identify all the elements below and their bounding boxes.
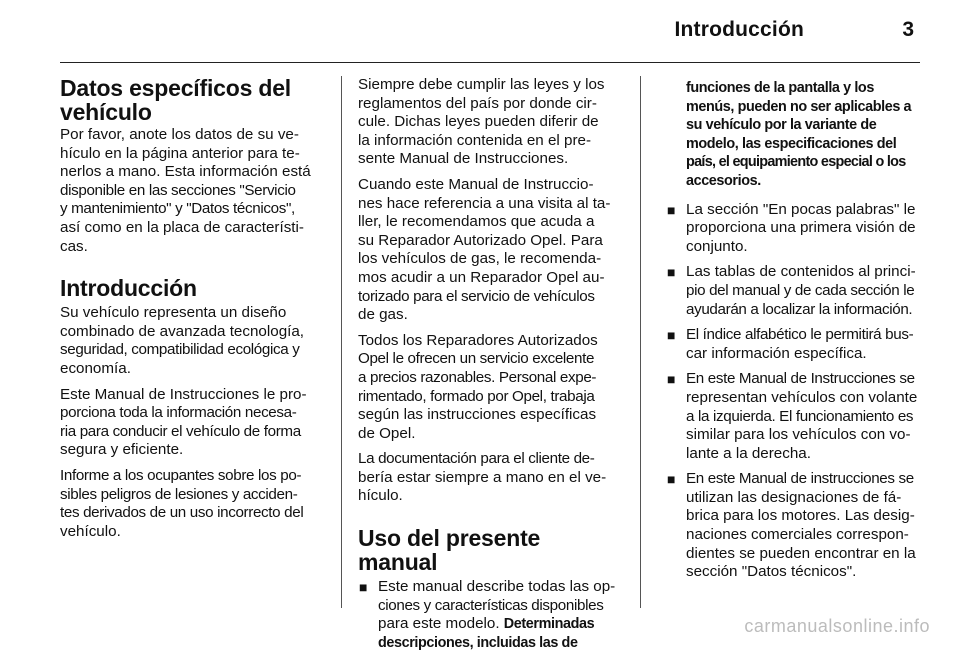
section-heading-datos (60, 76, 326, 124)
text-line: utilizan las designaciones de fá- (686, 488, 902, 506)
paragraph-intro-2 (60, 386, 326, 460)
paragraph-reparadores (358, 332, 622, 444)
text-line: lante a la derecha. (686, 444, 811, 462)
text-line: reglamentos del país por donde cir- (358, 94, 597, 112)
text-line: mos acudir a un Reparador Opel au- (358, 268, 605, 286)
text-line: Cuando este Manual de Instruccio- (358, 175, 594, 193)
text-line: rimentado, formado por Opel, trabaja (358, 387, 595, 405)
bullet-item (358, 578, 622, 652)
bullet-item (666, 263, 926, 319)
text-line: a la izquierda. El funcionamiento es (686, 407, 914, 425)
text-line: representan vehículos con volante (686, 388, 918, 406)
bullet-square-icon: ■ (667, 201, 676, 218)
text-line: La sección "En pocas palabras" le (686, 200, 916, 218)
paragraph-intro-1 (60, 304, 326, 378)
text-line: car información específica. (686, 344, 867, 362)
text-line: ller, le recomendamos que acuda a (358, 213, 595, 231)
text-line: cas. (60, 237, 88, 255)
page-header (60, 18, 920, 58)
text-line: proporciona una primera visión de (686, 219, 916, 237)
text-line: torizado para el servicio de vehículos (358, 287, 595, 305)
text-line: de Opel. (358, 424, 416, 442)
paragraph-leyes (358, 76, 622, 169)
text-line-bold: descripciones, incluidas las de (378, 634, 578, 651)
text-line: hículo en la página anterior para te- (60, 144, 300, 162)
text-line: Su vehículo representa un diseño (60, 304, 287, 322)
paragraph-taller (358, 176, 622, 325)
text-line: ayudarán a localizar la información. (686, 300, 913, 318)
bullet-square-icon: ■ (667, 471, 676, 488)
text-line: Todos los Reparadores Autorizados (358, 331, 598, 349)
text-line: En este Manual de Instrucciones se (686, 370, 915, 388)
text-line: así como en la placa de característi- (60, 218, 304, 236)
text-line: a precios razonables. Personal expe- (358, 368, 597, 386)
text-line: naciones comerciales correspon- (686, 526, 909, 544)
column-1 (60, 76, 326, 548)
section-heading-uso-manual: Uso del presente manual (358, 525, 541, 576)
bullet-square-icon: ■ (667, 264, 676, 281)
text-line-bold: su vehículo por la variante de (686, 117, 877, 134)
text-line: Por favor, anote los datos de su ve- (60, 126, 299, 143)
text-line-bold: modelo, las especificaciones del (686, 135, 897, 152)
text-line: similar para los vehículos con vo- (686, 426, 911, 444)
text-line: Este manual describe todas las op- (378, 578, 616, 596)
text-segment: para este modelo. (378, 615, 504, 633)
section-heading-introduccion: Introducción (60, 275, 197, 302)
text-line-bold: menús, pueden no ser aplicables a (686, 98, 912, 115)
heading-line: Datos específicos del (60, 75, 291, 101)
text-line: vehículo. (60, 522, 121, 540)
text-line: Siempre debe cumplir las leyes y los (358, 76, 605, 93)
bullet-item (666, 370, 926, 463)
text-line: ria para conducir el vehículo de forma (60, 422, 301, 440)
text-line: la información contenida en el pre- (358, 131, 592, 149)
heading-line: vehículo (60, 99, 152, 125)
column-divider-2 (640, 76, 641, 608)
bullet-square-icon: ■ (667, 327, 676, 344)
text-line-bold: país, el equipamiento especial o los (686, 154, 906, 171)
bullet-square-icon: ■ (359, 579, 368, 596)
text-line: bería estar siempre a mano en el ve- (358, 468, 607, 486)
bullet-continuation (666, 79, 926, 191)
text-line: nerlos a mano. Esta información está (60, 163, 311, 181)
text-line: y mantenimiento" y "Datos técnicos", (60, 200, 295, 218)
text-line: sección "Datos técnicos". (686, 563, 857, 581)
text-line: su Reparador Autorizado Opel. Para (358, 231, 603, 249)
text-line: pio del manual y de cada sección le (686, 281, 915, 299)
text-line: Las tablas de contenidos al princi- (686, 263, 916, 281)
site-watermark: carmanualsonline.info (744, 616, 930, 636)
bullet-square-icon: ■ (667, 371, 676, 388)
text-segment-bold: Determinadas (503, 616, 595, 633)
column-3 (666, 79, 926, 589)
text-line: conjunto. (686, 237, 748, 255)
text-line: sibles peligros de lesiones y acciden- (60, 485, 298, 503)
text-line: sente Manual de Instrucciones. (358, 150, 569, 168)
text-line: La documentación para el cliente de- (358, 450, 595, 468)
text-line: En este Manual de instrucciones se (686, 470, 914, 488)
text-line: porciona toda la información necesa- (60, 404, 297, 422)
paragraph-intro-3 (60, 467, 326, 541)
text-line: hículo. (358, 487, 403, 505)
text-line: los vehículos de gas, le recomenda- (358, 250, 602, 268)
text-line: Opel le ofrecen un servicio excelente (358, 350, 595, 368)
column-divider-1 (341, 76, 342, 608)
bullet-item (666, 470, 926, 582)
paragraph-datos (60, 126, 326, 256)
text-line: según las instrucciones específicas (358, 406, 597, 424)
text-line: dientes se pueden encontrar en la (686, 544, 916, 562)
text-line: combinado de avanzada tecnología, (60, 322, 305, 340)
text-line: Este Manual de Instrucciones le pro- (60, 385, 307, 403)
text-line: disponible en las secciones "Servicio (60, 181, 296, 199)
page-number: 3 (902, 18, 914, 41)
text-line: de gas. (358, 306, 408, 324)
bullet-item (666, 326, 926, 363)
paragraph-documentacion (358, 450, 622, 506)
text-line: seguridad, compatibilidad ecológica y (60, 341, 300, 359)
text-line-bold: funciones de la pantalla y los (686, 80, 874, 96)
text-line: nes hace referencia a una visita al ta- (358, 194, 611, 212)
text-line: economía. (60, 359, 131, 377)
text-line: segura y eficiente. (60, 441, 184, 459)
header-rule (60, 62, 920, 63)
text-line: tes derivados de un uso incorrecto del (60, 504, 304, 522)
running-title: Introducción (674, 18, 804, 41)
text-line: Informe a los ocupantes sobre los po- (60, 466, 302, 484)
column-2 (358, 76, 622, 659)
text-line-bold: accesorios. (686, 172, 761, 189)
text-line: brica para los motores. Las desig- (686, 507, 915, 525)
bullet-item (666, 201, 926, 257)
text-line: El índice alfabético le permitirá bus- (686, 326, 914, 344)
text-line: ciones y características disponibles (378, 596, 604, 614)
text-line: cule. Dichas leyes pueden diferir de (358, 113, 599, 131)
